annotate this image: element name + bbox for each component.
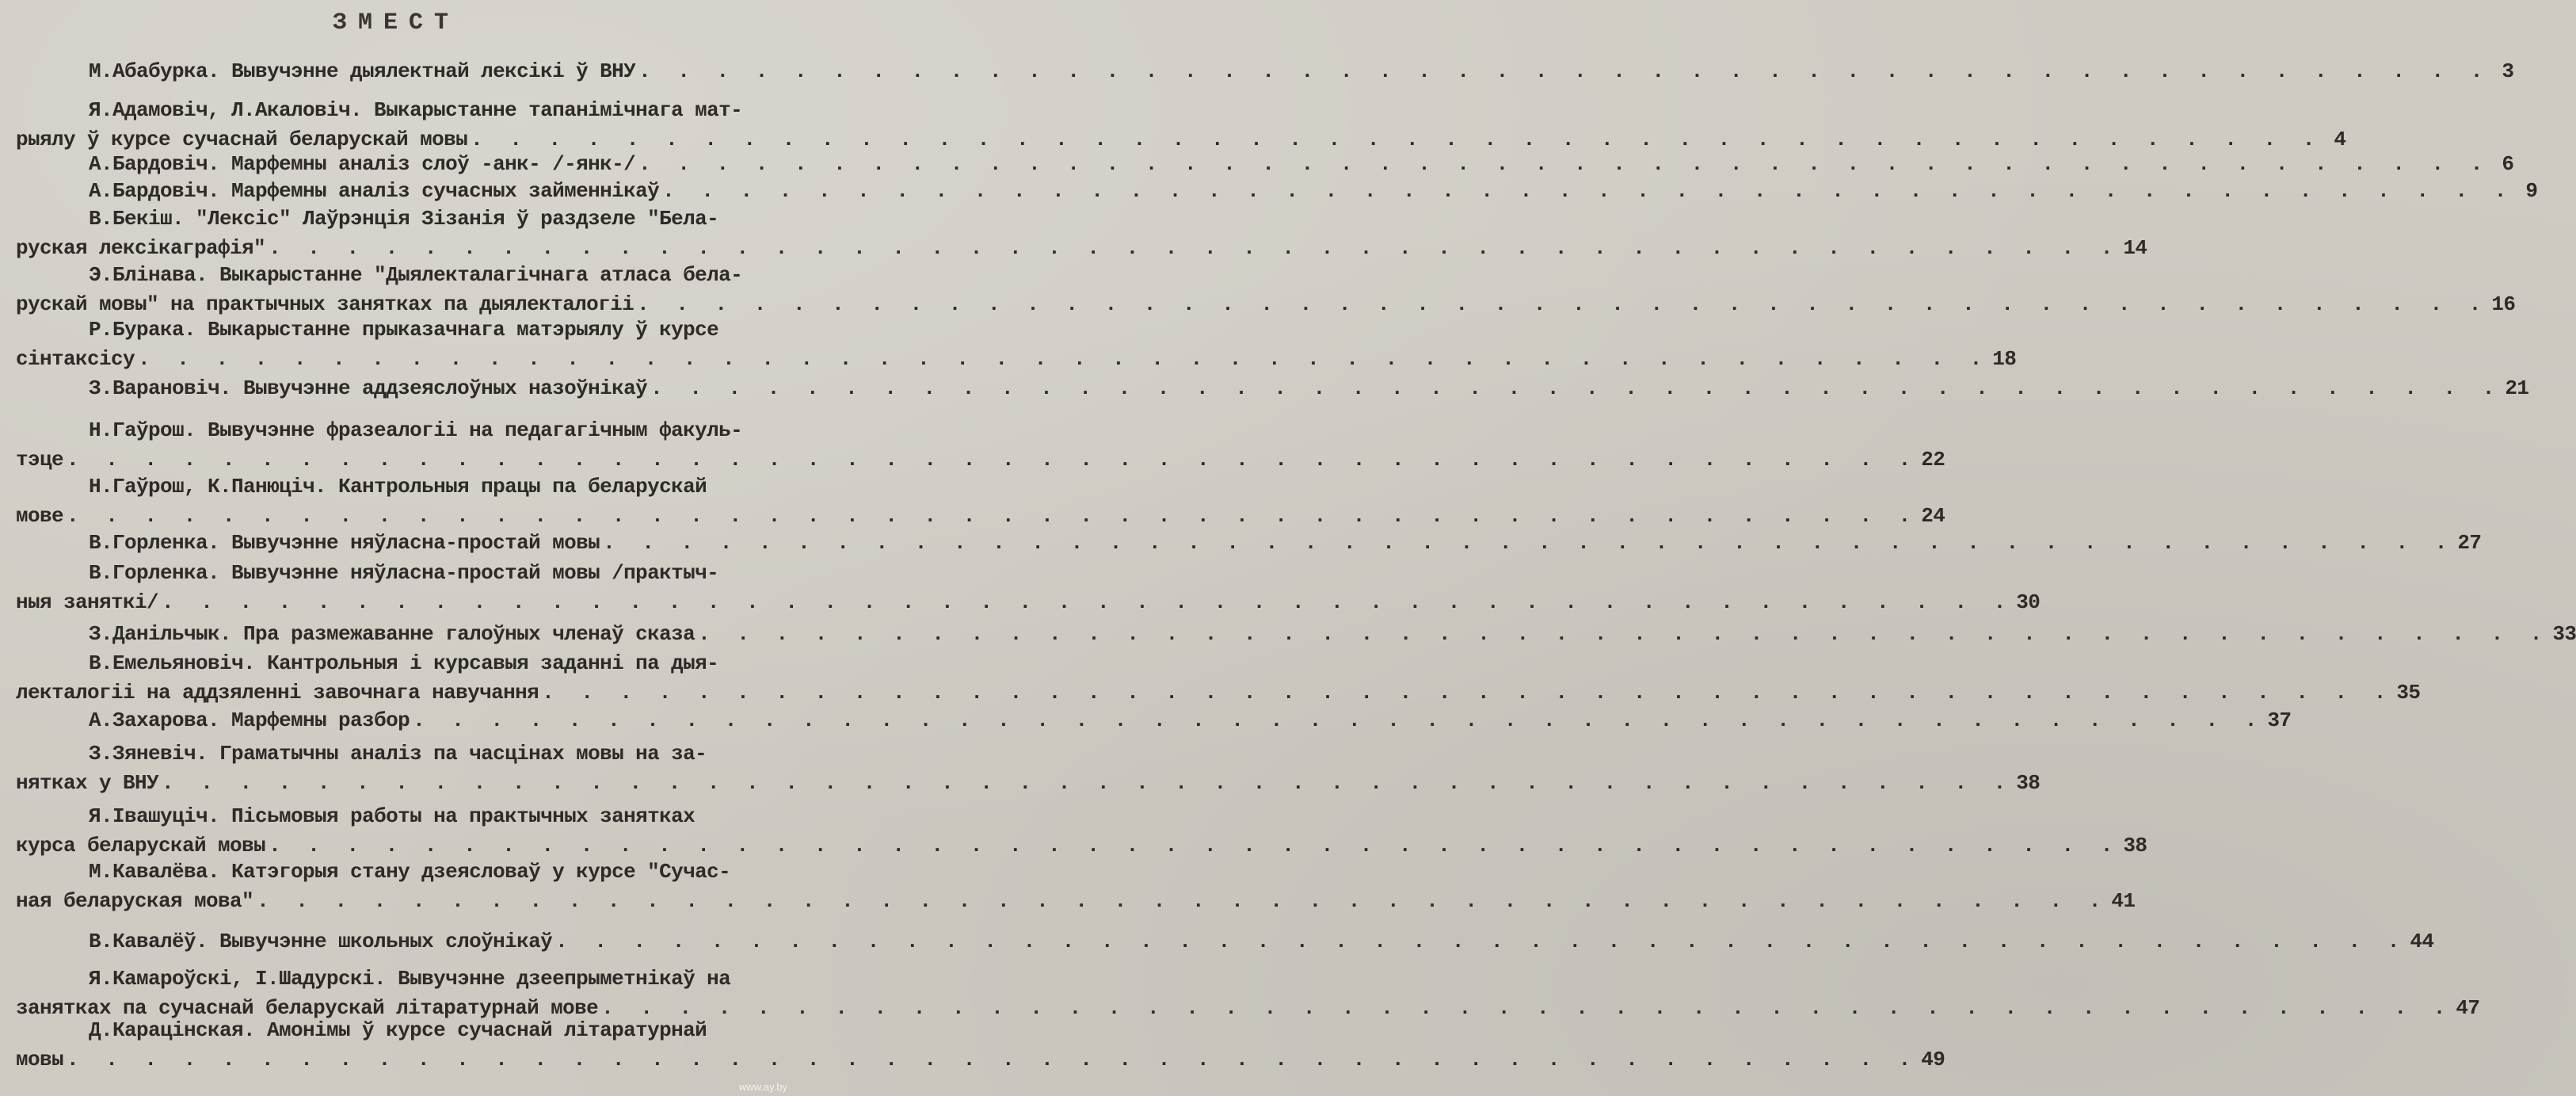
toc-entry-title-continued: ныя заняткі/ (16, 590, 159, 614)
page-number: 16 (2491, 292, 2516, 316)
toc-entry-line (16, 261, 780, 290)
toc-entry (16, 739, 2041, 798)
page-number: 37 (2267, 708, 2292, 732)
toc-entry (16, 472, 1945, 531)
toc-entry-title-continued: курса беларускай мовы (16, 834, 266, 857)
page-number: 38 (2016, 771, 2041, 795)
toc-entry-line (16, 150, 2514, 179)
toc-entry-title-continued: занятках па сучаснай беларускай літаратурнай мове (16, 996, 599, 1020)
toc-entry-line (16, 831, 2147, 861)
toc-entry (16, 964, 2480, 1023)
toc-entry-line (16, 345, 2017, 374)
toc-entry-line (16, 315, 780, 345)
toc-entry-line (16, 559, 780, 588)
toc-entry-title-continued: руская лексікаграфія" (16, 236, 266, 260)
toc-entry (16, 177, 2538, 206)
toc-entry-title: Р.Бурака. Выкарыстанне прыказачнага матэрыялу ў курсе (89, 318, 719, 342)
toc-entry-title: З.Зяневіч. Граматычны аналіз па часцінах мовы на за- (89, 742, 707, 766)
toc-entry-title: Я.Івашуціч. Пісьмовыя работы на практычных занятках (89, 804, 695, 828)
dot-leader: . . . . . . . . . . . . . . . . . . . . . . . . . . . . . . . . . . . . . . . . . . . . . . . . (269, 834, 2121, 857)
toc-entry-title-continued: лекталогіі на аддзяленні завочнага навучання (16, 681, 539, 705)
dot-leader: . . . . . . . . . . . . . . . . . . . . . . . . . . . . . . . . . . . . . . . . . . . . . . . . (162, 590, 2014, 614)
toc-entry-line (16, 739, 780, 769)
toc-entry-title: З.Данільчык. Пра размежаванне галоўных членаў сказа (89, 622, 695, 646)
dot-leader: . . . . . . . . . . . . . . . . . . . . . . . . . . . . . . . . . . . . . . . . . . . . . . . . (637, 292, 2489, 316)
toc-entry-title: А.Бардовіч. Марфемны аналіз сучасных займеннікаў (89, 179, 660, 203)
dot-leader: . . . . . . . . . . . . . . . . . . . . . . . . . . . . . . . . . . . . . . . . . . . . . . . . (67, 504, 1919, 528)
toc-entry-title: З.Варановіч. Вывучэнне аддзеяслоўных назоўнікаў (89, 376, 648, 400)
toc-entry-line (16, 445, 1945, 475)
toc-entry-line (16, 769, 2041, 798)
toc-entry (16, 706, 2292, 735)
toc-entry (16, 261, 2516, 319)
dot-leader: . . . . . . . . . . . . . . . . . . . . . . . . . . . . . . . . . . . . . . . . . . . . . . . . (603, 531, 2455, 555)
toc-entry-line (16, 857, 780, 887)
dot-leader: . . . . . . . . . . . . . . . . . . . . . . . . . . . . . . . . . . . . . . . . . . . . . . . . (67, 1048, 1919, 1071)
page-number: 27 (2457, 531, 2482, 555)
dot-leader: . . . . . . . . . . . . . . . . . . . . . . . . . . . . . . . . . . . . . . . . . . . . . . . . (662, 179, 2514, 203)
page-title: ЗМЕСТ (332, 10, 459, 36)
toc-entry (16, 802, 2147, 861)
dot-leader: . . . . . . . . . . . . . . . . . . . . . . . . . . . . . . . . . . . . . . . . . . . . . . . . (650, 376, 2502, 400)
toc-entry-title-continued: сінтаксісу (16, 347, 135, 371)
page-number: 49 (1921, 1048, 1945, 1071)
toc-entry-title: Д.Карацінская. Амонімы ў курсе сучаснай літаратурнай (89, 1018, 707, 1042)
toc-entry (16, 649, 2421, 708)
toc-entry-title-continued: нятках у ВНУ (16, 771, 159, 795)
page-number: 4 (2334, 128, 2346, 151)
toc-entry-title: В.Кавалёў. Вывучэнне школьных слоўнікаў (89, 930, 553, 953)
toc-entry-title: В.Емельяновіч. Кантрольныя і курсавыя заданні па дыя- (89, 651, 719, 675)
toc-entry-line (16, 502, 1945, 531)
dot-leader: . . . . . . . . . . . . . . . . . . . . . . . . . . . . . . . . . . . . . . . . . . . . . . . . (638, 59, 2490, 83)
toc-entry-line (16, 204, 780, 234)
toc-entry-title-continued: мове (16, 504, 64, 528)
toc-entry (16, 315, 2017, 374)
toc-entry-line (16, 678, 2421, 708)
page-number: 41 (2111, 889, 2136, 913)
page-number: 6 (2502, 152, 2514, 176)
page-number: 44 (2410, 930, 2434, 953)
toc-entry-title: Э.Блінава. Выкарыстанне "Дыялекталагічнага атласа бела- (89, 263, 743, 287)
page-number: 33 (2552, 622, 2576, 646)
toc-entry-line (16, 649, 780, 678)
dot-leader: . . . . . . . . . . . . . . . . . . . . . . . . . . . . . . . . . . . . . . . . . . . . . . . . (269, 236, 2121, 260)
page-number: 22 (1921, 448, 1945, 472)
toc-entry-line (16, 234, 2147, 263)
dot-leader: . . . . . . . . . . . . . . . . . . . . . . . . . . . . . . . . . . . . . . . . . . . . . . . . (542, 681, 2394, 705)
toc-entry (16, 416, 1945, 475)
toc-entry-title-continued: рускай мовы" на практычных занятках па дыялекталогіі (16, 292, 634, 316)
page-number: 9 (2525, 179, 2538, 203)
toc-entry (16, 57, 2514, 86)
toc-entry (16, 96, 2346, 155)
toc-entry-title: М.Абабурка. Вывучэнне дыялектнай лексікі ў ВНУ (89, 59, 636, 83)
toc-entry-line (16, 887, 2136, 916)
toc-entry-line (16, 96, 780, 125)
page-number: 35 (2396, 681, 2421, 705)
dot-leader: . . . . . . . . . . . . . . . . . . . . . . . . . . . . . . . . . . . . . . . . . . . . . . . . (162, 771, 2014, 795)
watermark: www.ay.by (738, 1081, 787, 1093)
toc-entry-line (16, 927, 2434, 957)
dot-leader: . . . . . . . . . . . . . . . . . . . . . . . . . . . . . . . . . . . . . . . . . . . . . . . . (555, 930, 2407, 953)
toc-entry-title: А.Бардовіч. Марфемны аналіз слоў -анк- /-янк-/ (89, 152, 636, 176)
toc-entry-title: Н.Гаўрош. Вывучэнне фразеалогіі на педагагічным факуль- (89, 418, 743, 442)
toc-entry-line (16, 416, 780, 445)
page-number: 3 (2502, 59, 2514, 83)
toc-entry (16, 620, 2576, 649)
page-number: 18 (1992, 347, 2017, 371)
toc-entry-title-continued: ная беларуская мова" (16, 889, 254, 913)
toc-entry-line (16, 964, 780, 994)
toc-entry-title: В.Горленка. Вывучэнне няўласна-простай мовы (89, 531, 600, 555)
toc-entry (16, 374, 2529, 403)
toc-entry (16, 204, 2147, 263)
toc-entry-title: А.Захарова. Марфемны разбор (89, 708, 410, 732)
toc-entry-title: Я.Камароўскі, І.Шадурскі. Вывучэнне дзеепрыметнікаў на (89, 967, 731, 991)
toc-entry-line (16, 529, 2482, 558)
page-number: 47 (2456, 996, 2480, 1020)
dot-leader: . . . . . . . . . . . . . . . . . . . . . . . . . . . . . . . . . . . . . . . . . . . . . . . . (413, 708, 2265, 732)
page-number: 21 (2505, 376, 2529, 400)
toc-entry-line (16, 1016, 780, 1045)
toc-entry-line (16, 802, 780, 831)
toc-entry-title: Н.Гаўрош, К.Панюціч. Кантрольныя працы па беларускай (89, 475, 707, 498)
page-number: 30 (2016, 590, 2041, 614)
toc-entry-line (16, 57, 2514, 86)
dot-leader: . . . . . . . . . . . . . . . . . . . . . . . . . . . . . . . . . . . . . . . . . . . . . . . . (638, 152, 2490, 176)
dot-leader: . . . . . . . . . . . . . . . . . . . . . . . . . . . . . . . . . . . . . . . . . . . . . . . . (67, 448, 1919, 472)
toc-entry-line (16, 588, 2041, 617)
page-number: 24 (1921, 504, 1945, 528)
dot-leader: . . . . . . . . . . . . . . . . . . . . . . . . . . . . . . . . . . . . . . . . . . . . . . . . (138, 347, 1990, 371)
toc-entry-line (16, 472, 780, 502)
toc-entry (16, 529, 2482, 558)
toc-entry-line (16, 177, 2538, 206)
toc-entry-line (16, 374, 2529, 403)
toc-entry-title: М.Кавалёва. Катэгорыя стану дзеясловаў у курсе "Сучас- (89, 860, 731, 884)
toc-entry-title-continued: мовы (16, 1048, 64, 1071)
toc-entry-title: В.Бекіш. "Лексіс" Лаўрэнція Зізанія ў раздзеле "Бела- (89, 207, 719, 231)
toc-entry (16, 150, 2514, 179)
toc-entry-line (16, 1045, 1945, 1075)
toc-entry-title-continued: рыялу ў курсе сучаснай беларускай мовы (16, 128, 468, 151)
page-number: 38 (2123, 834, 2147, 857)
dot-leader: . . . . . . . . . . . . . . . . . . . . . . . . . . . . . . . . . . . . . . . . . . . . . . . . (257, 889, 2109, 913)
page-number: 14 (2123, 236, 2147, 260)
toc-entry (16, 559, 2041, 617)
toc-entry (16, 1016, 1945, 1075)
toc-entry-title: Я.Адамовіч, Л.Акаловіч. Выкарыстанне тапанімічнага мат- (89, 98, 743, 122)
dot-leader: . . . . . . . . . . . . . . . . . . . . . . . . . . . . . . . . . . . . . . . . . . . . . . . . (601, 996, 2453, 1020)
toc-entry-title-continued: тэце (16, 448, 64, 472)
toc-entry-line (16, 620, 2576, 649)
toc-entry (16, 927, 2434, 957)
toc-entry-line (16, 706, 2292, 735)
dot-leader: . . . . . . . . . . . . . . . . . . . . . . . . . . . . . . . . . . . . . . . . . . . . . . . . (698, 622, 2550, 646)
toc-entry (16, 857, 2136, 916)
toc-entry-title: В.Горленка. Вывучэнне няўласна-простай мовы /практыч- (89, 561, 719, 585)
dot-leader: . . . . . . . . . . . . . . . . . . . . . . . . . . . . . . . . . . . . . . . . . . . . . . . . (471, 128, 2323, 151)
